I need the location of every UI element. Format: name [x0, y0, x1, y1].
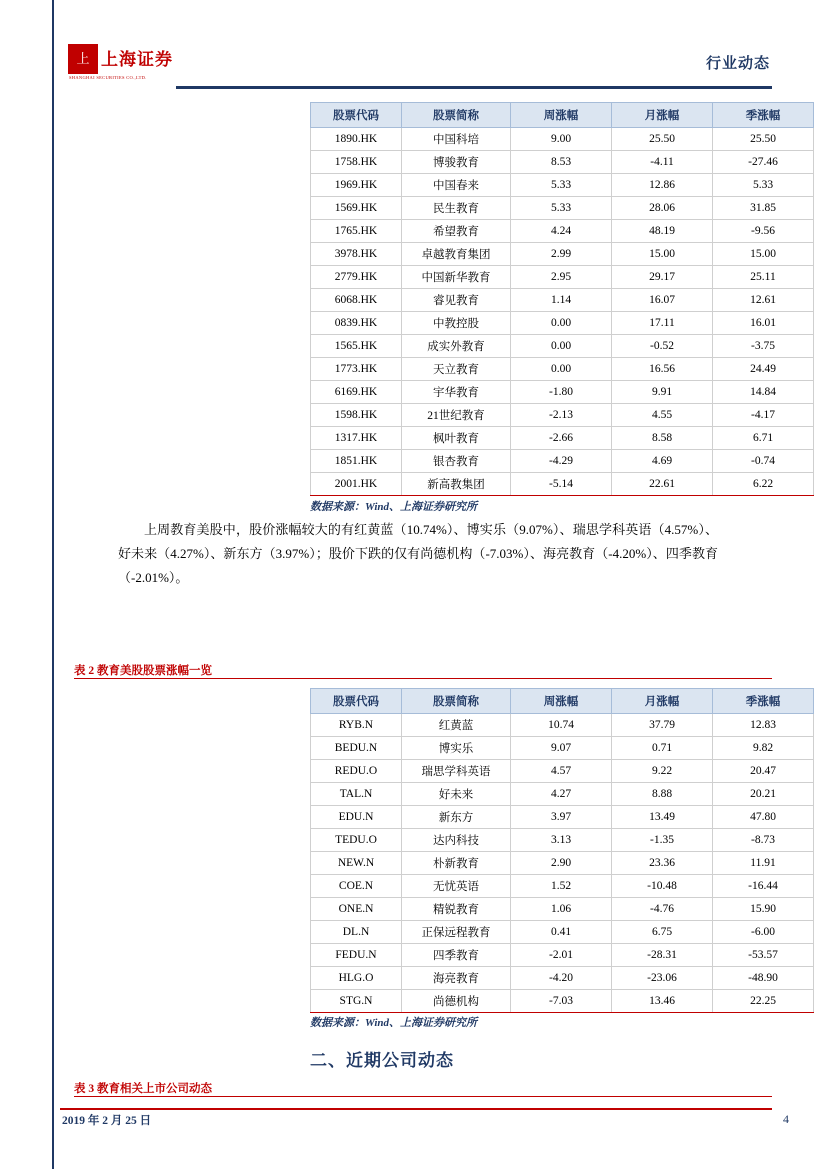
cell-week: 0.00: [511, 312, 612, 335]
cell-quarter: 20.47: [713, 760, 814, 783]
cell-quarter: 25.50: [713, 128, 814, 151]
cell-week: 8.53: [511, 151, 612, 174]
table-row: [311, 450, 814, 473]
cell-quarter: 6.71: [713, 427, 814, 450]
table3-caption: 表 3 教育相关上市公司动态: [74, 1083, 212, 1095]
table-row: [311, 714, 814, 737]
page-header: [60, 42, 772, 92]
cell-quarter: -6.00: [713, 921, 814, 944]
cell-code: EDU.N: [311, 806, 402, 829]
cell-month: 8.88: [612, 783, 713, 806]
cell-name: 卓越教育集团: [402, 243, 511, 266]
table2-caption: 表 2 教育美股股票涨幅一览: [74, 665, 212, 677]
table-row: [311, 220, 814, 243]
footer-divider: [60, 1108, 772, 1110]
cell-week: -5.14: [511, 473, 612, 496]
cell-quarter: 20.21: [713, 783, 814, 806]
cell-quarter: -48.90: [713, 967, 814, 990]
cell-name: 海亮教育: [402, 967, 511, 990]
cell-quarter: 12.83: [713, 714, 814, 737]
table-body: [311, 128, 814, 496]
cell-month: 13.46: [612, 990, 713, 1013]
table-row: [311, 151, 814, 174]
cell-week: 2.90: [511, 852, 612, 875]
table-row: [311, 266, 814, 289]
table-header-row: [311, 103, 814, 128]
table-row: [311, 473, 814, 496]
cell-name: 21世纪教育: [402, 404, 511, 427]
cell-month: 25.50: [612, 128, 713, 151]
cell-quarter: -8.73: [713, 829, 814, 852]
cell-name: 博骏教育: [402, 151, 511, 174]
cell-week: -2.66: [511, 427, 612, 450]
logo-text: 上海证券: [101, 50, 173, 69]
cell-name: 新东方: [402, 806, 511, 829]
cell-month: -0.52: [612, 335, 713, 358]
column-header-month: 月涨幅: [612, 689, 713, 714]
table-row: [311, 944, 814, 967]
cell-name: 中国春来: [402, 174, 511, 197]
table-row: [311, 760, 814, 783]
cell-month: 16.07: [612, 289, 713, 312]
cell-month: -4.76: [612, 898, 713, 921]
cell-name: 新高教集团: [402, 473, 511, 496]
cell-code: 2001.HK: [311, 473, 402, 496]
cell-code: COE.N: [311, 875, 402, 898]
cell-code: NEW.N: [311, 852, 402, 875]
cell-week: 3.13: [511, 829, 612, 852]
cell-week: -1.80: [511, 381, 612, 404]
table-row: [311, 128, 814, 151]
cell-code: 1565.HK: [311, 335, 402, 358]
cell-code: TAL.N: [311, 783, 402, 806]
header-divider: [176, 86, 772, 89]
cell-month: 9.91: [612, 381, 713, 404]
cell-name: 正保远程教育: [402, 921, 511, 944]
cell-quarter: 24.49: [713, 358, 814, 381]
cell-code: 1598.HK: [311, 404, 402, 427]
cell-code: TEDU.O: [311, 829, 402, 852]
cell-code: 1317.HK: [311, 427, 402, 450]
cell-week: 4.57: [511, 760, 612, 783]
cell-month: 37.79: [612, 714, 713, 737]
cell-quarter: 15.90: [713, 898, 814, 921]
cell-name: 达内科技: [402, 829, 511, 852]
cell-quarter: 14.84: [713, 381, 814, 404]
paragraph-us-education-stocks: 上周教育美股中，股价涨幅较大的有红黄蓝（10.74%）、博实乐（9.07%）、瑞思学科英语（4.57%）、好未来（4.27%）、新东方（3.97%）；股价下跌的仅有尚德机构（-7.03%）、海亮教育（-4.20%）、四季教育（-2.01%）。: [118, 522, 718, 585]
cell-week: 4.24: [511, 220, 612, 243]
cell-month: 13.49: [612, 806, 713, 829]
cell-month: -10.48: [612, 875, 713, 898]
table-row: [311, 289, 814, 312]
cell-name: 成实外教育: [402, 335, 511, 358]
cell-code: 2779.HK: [311, 266, 402, 289]
table-row: [311, 427, 814, 450]
cell-quarter: -53.57: [713, 944, 814, 967]
cell-quarter: 16.01: [713, 312, 814, 335]
cell-week: 2.99: [511, 243, 612, 266]
table-row: [311, 852, 814, 875]
cell-week: 9.07: [511, 737, 612, 760]
table-row: [311, 829, 814, 852]
cell-quarter: 6.22: [713, 473, 814, 496]
cell-name: 中国新华教育: [402, 266, 511, 289]
cell-week: -4.20: [511, 967, 612, 990]
cell-month: 0.71: [612, 737, 713, 760]
cell-month: -23.06: [612, 967, 713, 990]
table-row: [311, 737, 814, 760]
table-row: [311, 898, 814, 921]
cell-week: 3.97: [511, 806, 612, 829]
cell-month: 48.19: [612, 220, 713, 243]
cell-month: 16.56: [612, 358, 713, 381]
cell-month: 4.69: [612, 450, 713, 473]
cell-name: 宇华教育: [402, 381, 511, 404]
column-header-week: 周涨幅: [511, 103, 612, 128]
cell-quarter: -27.46: [713, 151, 814, 174]
cell-week: 5.33: [511, 174, 612, 197]
cell-code: REDU.O: [311, 760, 402, 783]
table3-caption-rule: [74, 1096, 772, 1097]
column-header-quarter: 季涨幅: [713, 689, 814, 714]
column-header-week: 周涨幅: [511, 689, 612, 714]
cell-name: 希望教育: [402, 220, 511, 243]
cell-month: 23.36: [612, 852, 713, 875]
cell-quarter: 31.85: [713, 197, 814, 220]
cell-week: 9.00: [511, 128, 612, 151]
cell-month: -4.11: [612, 151, 713, 174]
cell-month: 12.86: [612, 174, 713, 197]
cell-week: -4.29: [511, 450, 612, 473]
cell-quarter: -9.56: [713, 220, 814, 243]
cell-code: 1569.HK: [311, 197, 402, 220]
cell-quarter: 47.80: [713, 806, 814, 829]
cell-code: 1773.HK: [311, 358, 402, 381]
cell-quarter: 9.82: [713, 737, 814, 760]
cell-week: 2.95: [511, 266, 612, 289]
cell-code: 6068.HK: [311, 289, 402, 312]
cell-month: 15.00: [612, 243, 713, 266]
section-heading-recent-company-news: 二、近期公司动态: [310, 1051, 454, 1070]
company-logo: [68, 44, 176, 84]
column-header-name: 股票简称: [402, 689, 511, 714]
cell-name: 天立教育: [402, 358, 511, 381]
table-row: [311, 783, 814, 806]
table-row: [311, 404, 814, 427]
cell-code: 1758.HK: [311, 151, 402, 174]
cell-name: 精锐教育: [402, 898, 511, 921]
cell-quarter: -0.74: [713, 450, 814, 473]
cell-month: 9.22: [612, 760, 713, 783]
cell-code: FEDU.N: [311, 944, 402, 967]
cell-week: 1.52: [511, 875, 612, 898]
cell-code: 1890.HK: [311, 128, 402, 151]
cell-name: 四季教育: [402, 944, 511, 967]
cell-quarter: -3.75: [713, 335, 814, 358]
table-row: [311, 875, 814, 898]
cell-name: 瑞思学科英语: [402, 760, 511, 783]
table-row: [311, 806, 814, 829]
table-row: [311, 197, 814, 220]
cell-month: 28.06: [612, 197, 713, 220]
cell-name: 红黄蓝: [402, 714, 511, 737]
cell-name: 民生教育: [402, 197, 511, 220]
us-education-stocks-table: [310, 688, 814, 1013]
cell-name: 博实乐: [402, 737, 511, 760]
cell-month: -1.35: [612, 829, 713, 852]
column-header-month: 月涨幅: [612, 103, 713, 128]
logo-subtext: SHANGHAI SECURITIES CO.,LTD.: [69, 75, 147, 80]
cell-code: RYB.N: [311, 714, 402, 737]
footer-date: 2019 年 2 月 25 日: [62, 1115, 152, 1127]
cell-code: DL.N: [311, 921, 402, 944]
cell-code: HLG.O: [311, 967, 402, 990]
cell-month: 22.61: [612, 473, 713, 496]
cell-week: 1.14: [511, 289, 612, 312]
cell-name: 无忧英语: [402, 875, 511, 898]
table-row: [311, 358, 814, 381]
cell-month: 6.75: [612, 921, 713, 944]
cell-week: 1.06: [511, 898, 612, 921]
cell-month: 8.58: [612, 427, 713, 450]
cell-quarter: -16.44: [713, 875, 814, 898]
cell-code: 1765.HK: [311, 220, 402, 243]
table-row: [311, 381, 814, 404]
cell-week: -2.13: [511, 404, 612, 427]
table-header-row: [311, 689, 814, 714]
cell-week: 5.33: [511, 197, 612, 220]
table-body: [311, 714, 814, 1013]
cell-code: STG.N: [311, 990, 402, 1013]
cell-name: 枫叶教育: [402, 427, 511, 450]
cell-week: 10.74: [511, 714, 612, 737]
hk-education-stocks-table: [310, 102, 814, 496]
cell-code: 1969.HK: [311, 174, 402, 197]
cell-name: 中教控股: [402, 312, 511, 335]
cell-code: 3978.HK: [311, 243, 402, 266]
table2-caption-rule: [74, 678, 772, 679]
cell-quarter: 15.00: [713, 243, 814, 266]
cell-code: 0839.HK: [311, 312, 402, 335]
table-row: [311, 312, 814, 335]
cell-week: 0.00: [511, 335, 612, 358]
table-row: [311, 335, 814, 358]
table-row: [311, 990, 814, 1013]
cell-name: 睿见教育: [402, 289, 511, 312]
table2-source-note: 数据来源：Wind、上海证券研究所: [310, 1017, 478, 1029]
cell-quarter: 25.11: [713, 266, 814, 289]
cell-month: -28.31: [612, 944, 713, 967]
cell-quarter: 5.33: [713, 174, 814, 197]
cell-name: 尚德机构: [402, 990, 511, 1013]
cell-week: -7.03: [511, 990, 612, 1013]
column-header-name: 股票简称: [402, 103, 511, 128]
table-row: [311, 174, 814, 197]
column-header-code: 股票代码: [311, 689, 402, 714]
column-header-code: 股票代码: [311, 103, 402, 128]
cell-code: BEDU.N: [311, 737, 402, 760]
cell-code: ONE.N: [311, 898, 402, 921]
footer-page-number: 4: [783, 1112, 789, 1126]
cell-week: 0.41: [511, 921, 612, 944]
cell-week: -2.01: [511, 944, 612, 967]
table1-source-note: 数据来源：Wind、上海证券研究所: [310, 501, 478, 513]
cell-month: 17.11: [612, 312, 713, 335]
cell-code: 6169.HK: [311, 381, 402, 404]
cell-name: 好未来: [402, 783, 511, 806]
cell-quarter: 11.91: [713, 852, 814, 875]
cell-month: 29.17: [612, 266, 713, 289]
cell-quarter: -4.17: [713, 404, 814, 427]
header-title: 行业动态: [705, 56, 770, 72]
cell-week: 0.00: [511, 358, 612, 381]
table-row: [311, 243, 814, 266]
cell-quarter: 12.61: [713, 289, 814, 312]
cell-name: 中国科培: [402, 128, 511, 151]
cell-name: 朴新教育: [402, 852, 511, 875]
cell-name: 银杏教育: [402, 450, 511, 473]
cell-week: 4.27: [511, 783, 612, 806]
logo-mark-icon: 上: [68, 44, 98, 74]
table-row: [311, 967, 814, 990]
table-row: [311, 921, 814, 944]
cell-month: 4.55: [612, 404, 713, 427]
cell-code: 1851.HK: [311, 450, 402, 473]
cell-quarter: 22.25: [713, 990, 814, 1013]
left-margin-rule: [52, 0, 54, 1169]
column-header-quarter: 季涨幅: [713, 103, 814, 128]
